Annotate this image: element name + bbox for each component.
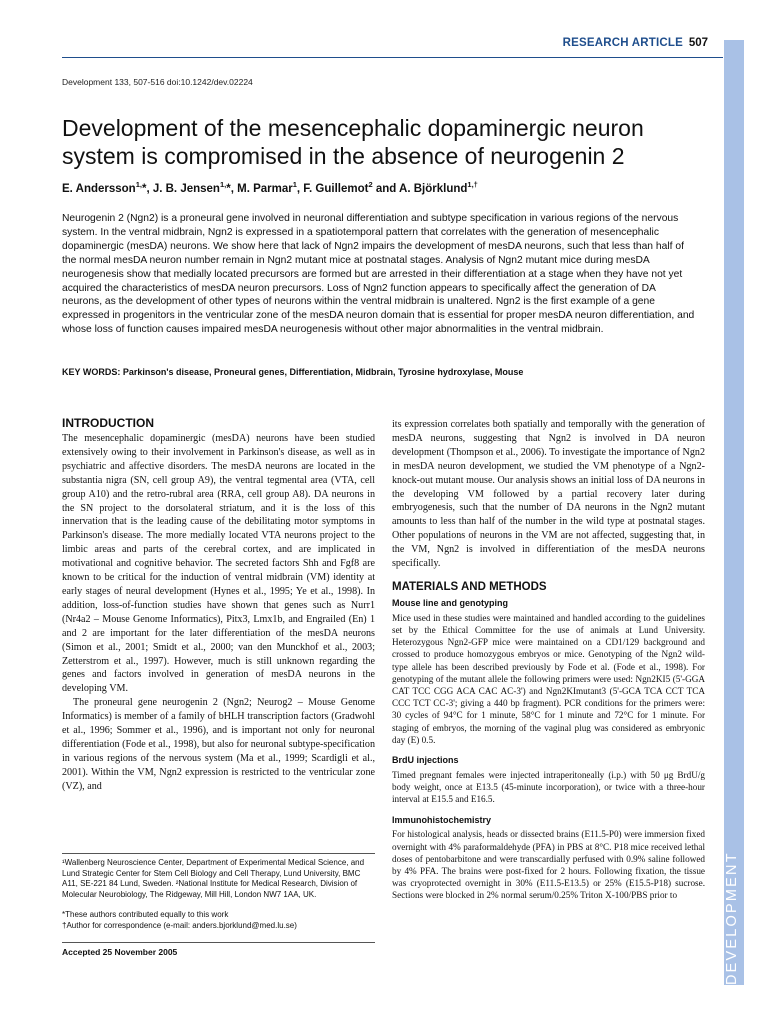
subsection-heading: Mouse line and genotyping [392, 597, 509, 608]
journal-side-bar [724, 40, 744, 985]
right-column [392, 418, 705, 902]
body-paragraph: The proneural gene neurogenin 2 (Ngn2; Neurog2 – Mouse Genome Informatics) is member of a family of bHLH transcription factors (Gradwohl et al., 1996; Sommer et al., 1996), and is important not only for neuronal differentiation (Fode et al., 1998), but also for neuronal subtype-specification in various regions of the nervous system (Ma et al., 1999; Scardigli et al., 2001). Within the VM, Ngn2 expression is restricted to the ventricular zone (VZ), and [62, 697, 375, 792]
methods-paragraph: Mice used in these studies were maintained and handled according to the guidelines set by the Ethical Committee for the use of animals at Lund University. Heterozygous Ngn2-GFP mice were maintained on a CD1/129 background and crossed to produce homozygous embryos or mice. Genotyping of the Ngn2 wild-type allele has been described previously by Fode et al. (Fode et al., 1998). For genotyping of the mutant allele the following primers were used: Ngn2KI5 (5'-GGA CAT TCC CGG ACA CAC AC-3') and Ngn2KImutant3 (5'-GCA TCA CCT TCA CCC TCT CC-3'; giving a 440 bp fragment). PCR conditions for the primers were: 30 cycles of 94°C for 1 minute, 58°C for 1 minute and 72°C for 1 minute. For staging of embryos, the morning of the vaginal plug was considered as embryonic day (E) 0.5. [392, 612, 705, 745]
author: E. Andersson$^{1,}$* [62, 180, 147, 195]
author: A. Björklund$^{1,\dagger}$ [399, 180, 478, 195]
body-paragraph: its expression correlates both spatially and temporally with the generation of mesDA neurons, suggesting that Ngn2 is involved in DA neuron development (Thompson et al., 2006). To investigate the importance of Ngn2 in mesDA neuron development, we studied the VM phenotype of a Ngn2-knock-out mutant mouse. Our analysis shows an initial loss of DA neurons in the developing VM followed by a partial recovery later during embryogenesis, such that the number of DA neurons in the Ngn2 mutant amounts to less than half of the number in the wild type at postnatal stages. Other populations of neurons in the VM are not affected, suggesting that, in the VM, Ngn2 is involved in differentiation of the mesDA neurons specifically. [392, 419, 705, 570]
author-list: E. Andersson$^{1,}$*, J. B. Jensen$^{1,}$*, M. Parmar$^1$, F. Guillemot$^2$ and A. Björklund$^{1,\dagger}$ [62, 180, 478, 195]
article-title: Development of the mesencephalic dopaminergic neuron system is compromised in the absence of neurogenin 2 [62, 115, 644, 169]
abstract: Neurogenin 2 (Ngn2) is a proneural gene involved in neuronal differentiation and subtype specification in various regions of the nervous system. In the ventral midbrain, Ngn2 is expressed in a spatiotemporal pattern that correlates with the generation of mesencephalic dopaminergic (mesDA) neurons. We show here that lack of Ngn2 impairs the development of mesDA neurons, such that less than half of the normal mesDA neuron number remain in Ngn2 mutant mice at postnatal stages. Analysis of Ngn2 mutant mice during mesDA neurogenesis show that medially located precursors are formed but are arrested in their differentiation at a stage when they have not yet acquired the characteristics of mesDA neuron precursors. Loss of Ngn2 function appears to specifically affect the generation of DA neurons, as the development of other types of neurons within the ventral midbrain is unaltered. Ngn2 is the first example of a gene expressed in progenitors in the ventricular zone of the mesDA neuron domain that is essential for proper mesDA neuron differentiation, and whose loss of function causes impaired mesDA neurogenesis without other major abnormalities in the ventral midbrain. [62, 213, 695, 336]
methods-paragraph: Timed pregnant females were injected intraperitoneally (i.p.) with 50 μg BrdU/g body weight, once at E13.5 (45-minute incorporation), or twice with a three-hour interval at E15.5 and E16.5. [392, 769, 705, 805]
header-rule [62, 57, 723, 58]
author: J. B. Jensen$^{1,}$* [152, 180, 231, 195]
accepted-date: Accepted 25 November 2005 [62, 947, 178, 957]
left-column [62, 432, 375, 794]
author: F. Guillemot$^2$ [303, 180, 373, 195]
subsection-heading: Immunohistochemistry [392, 814, 492, 825]
methods-paragraph: For histological analysis, heads or dissected brains (E11.5-P0) were immersion fixed overnight with 4% paraformaldehyde (PFA) in PBS at 8°C. P18 mice received lethal doses of pentobarbitone and were transcardially perfused with 0.9% saline followed by 4% PFA. The brains were post-fixed for 2 hours. Following fixation, the tissue was cryoprotected overnight in 30% (E11.5-E13.5) or 25% (E15.5-P18) sucrose. Sections were blocked in 2% normal serum/0.25% Triton X-100/PBS prior to [392, 829, 705, 901]
introduction-heading: INTRODUCTION [62, 416, 154, 430]
methods-heading: MATERIALS AND METHODS [392, 580, 547, 593]
author-notes [62, 910, 375, 931]
keywords: KEY WORDS: Parkinson's disease, Proneural genes, Differentiation, Midbrain, Tyrosine hydroxylase, Mouse [62, 367, 524, 377]
journal-citation: Development 133, 507-516 doi:10.1242/dev.02224 [62, 77, 253, 87]
body-paragraph: The mesencephalic dopaminergic (mesDA) neurons have been studied extensively owing to their involvement in Parkinson's disease, as well as in psychiatric and affective disorders. The mesDA neurons are located in the substantia nigra (SN, cell group A9), the ventral tegmental area (VTA, cell group A10) and the retro-rubral area (RRA, cell group A8). DA neurons in the SN project to the dorsolateral striatum, and it is the loss of this innervation that is the leading cause of the debilitating motor symptoms in Parkinson's disease. The more medially located VTA neurons project to the limbic areas and parts of the cerebral cortex, and are implicated in motivational and cognitive behavior. The secreted factors Shh and Fgf8 are known to be critical for the induction of ventral midbrain (VM) identity at early stages of neural development (Hynes et al., 1995; Ye et al., 1998). In addition, loss-of-function studies have shown that genes such as Nurr1 (Nr4a2 – Mouse Genome Informatics), Pitx3, Lmx1b, and Engrailed (En) 1 and 2 are important for the later differentiation of the mesDA neurons (Simon et al., 2001; Smidt et al., 2000; van den Munckhof et al., 2003; Zetterstrom et al., 1997). However, much is still unknown regarding the genes and factors involved in generation of mesDA neurons in the developing VM. [62, 433, 375, 695]
section-label: RESEARCH ARTICLE [562, 37, 683, 49]
subsection-heading: BrdU injections [392, 755, 459, 766]
author: M. Parmar$^1$ [237, 180, 297, 195]
footnote-rule [62, 853, 375, 854]
affiliations-footnote: ¹Wallenberg Neuroscience Center, Department of Experimental Medical Science, and Lund Strategic Center for Stem Cell Biology and Cell Therapy, Lund University, BMC A11, SE-221 84 Lund, Sweden. ²National Institute for Medical Research, Division of Molecular Neurobiology, The Ridgeway, Mill Hill, London NW7 1AA, UK. [62, 858, 365, 899]
page-number: 507 [688, 37, 708, 49]
accepted-rule [62, 942, 375, 943]
correspondence-note: †Author for correspondence (e-mail: anders.bjorklund@med.lu.se) [62, 920, 297, 930]
equal-contribution-note: *These authors contributed equally to this work [62, 910, 229, 919]
